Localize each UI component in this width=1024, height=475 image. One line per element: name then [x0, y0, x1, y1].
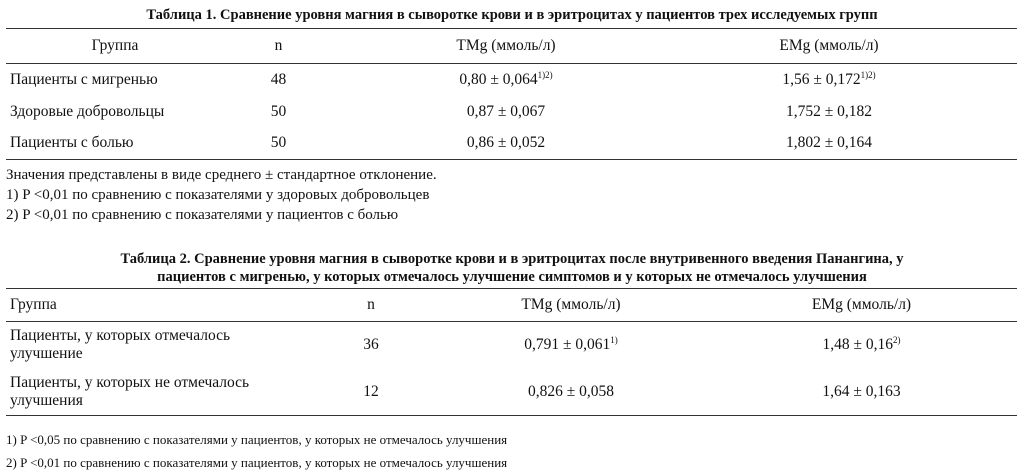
- table1-cell-emg: [641, 64, 1017, 96]
- table1: [6, 28, 1017, 160]
- table2-cell-n: 36: [363, 336, 379, 354]
- group-line: Пациенты, у которых отмечалось: [10, 327, 231, 345]
- table2: [6, 288, 1017, 416]
- group-line: улучшение: [10, 345, 83, 363]
- emg-value: 1,48 ± 0,16: [822, 336, 893, 354]
- tmg-value: 0,791 ± 0,061: [524, 336, 611, 354]
- table2-cell-tmg: [436, 322, 706, 369]
- table2-title-line: пациентов с мигренью, у которых отмечалось улучшение симптомов и у которых не отмечалось улучшения: [157, 269, 867, 285]
- table1-cell-n: 48: [270, 70, 287, 88]
- table2-cell-group: [6, 322, 306, 369]
- group-line: улучшения: [10, 391, 83, 409]
- footnote-marker: 1)2): [860, 69, 876, 80]
- table2-header-emg: EMg (ммоль/л): [706, 289, 1017, 322]
- table2-cell-emg: [706, 369, 1017, 416]
- table1-cell-group: Пациенты с мигренью: [10, 70, 158, 88]
- table2-note: 2) P <0,01 по сравнению с показателями у пациентов, у которых не отмечалось улучшения: [6, 455, 508, 470]
- group-line: Пациенты, у которых не отмечалось: [10, 373, 250, 391]
- table1-cell-tmg: [371, 64, 641, 96]
- table2-header-n: n: [306, 289, 436, 322]
- table2-cell-emg: [706, 322, 1017, 369]
- table2-note: 1) P <0,05 по сравнению с показателями у пациентов, у которых не отмечалось улучшения: [6, 432, 508, 447]
- table1-note: 2) P <0,01 по сравнению с показателями у пациентов с болью: [6, 207, 399, 223]
- table1-header-group: Группа: [6, 29, 186, 64]
- footnote-marker: 2): [893, 335, 901, 346]
- table2-cell-group: [6, 369, 306, 416]
- table2-header-row: [6, 289, 1017, 322]
- emg-value: 1,802 ± 0,164: [785, 134, 872, 152]
- table2-title-line: Таблица 2. Сравнение уровня магния в сыворотке крови и в эритроцитах после внутривенного введения Панангина, у: [120, 251, 904, 267]
- table1-cell-emg: [641, 96, 1017, 128]
- table2-cell-n: 12: [306, 369, 436, 416]
- table1-notes: [6, 165, 437, 225]
- footnote-marker: 1)2): [537, 69, 553, 80]
- tmg-value: 0,80 ± 0,064: [459, 70, 538, 88]
- table2-title: [0, 250, 1024, 286]
- table-row: [6, 369, 1017, 416]
- table1-cell-n: 50: [270, 102, 287, 120]
- table1-cell-tmg: [371, 128, 641, 160]
- table2-header-tmg: TMg (ммоль/л): [436, 289, 706, 322]
- table2-notes: [6, 428, 507, 474]
- tmg-value: 0,87 ± 0,067: [466, 102, 546, 120]
- table-row: [6, 96, 1017, 128]
- table1-note: 1) P <0,01 по сравнению с показателями у здоровых добровольцев: [6, 187, 430, 203]
- table1-header-emg: EMg (ммоль/л): [641, 29, 1017, 64]
- tmg-value: 0,826 ± 0,058: [527, 382, 614, 400]
- table1-header-row: [6, 29, 1017, 64]
- table-row: [6, 322, 1017, 369]
- footnote-marker: 1): [610, 335, 618, 346]
- table1-cell-group: Пациенты с болью: [6, 128, 186, 160]
- emg-value: 1,64 ± 0,163: [822, 382, 901, 400]
- table1-cell-tmg: [371, 96, 641, 128]
- table1-cell-emg: [641, 128, 1017, 160]
- tmg-value: 0,86 ± 0,052: [466, 134, 546, 152]
- emg-value: 1,56 ± 0,172: [782, 70, 861, 88]
- table1-cell-group: Здоровые добровольцы: [10, 102, 165, 120]
- table-row: [6, 64, 1017, 96]
- table2-header-group: Группа: [6, 289, 306, 322]
- table-row: [6, 128, 1017, 160]
- emg-value: 1,752 ± 0,182: [785, 102, 872, 120]
- table1-cell-n: 50: [186, 128, 371, 160]
- table2-cell-tmg: [436, 369, 706, 416]
- table1-header-n: n: [186, 29, 371, 64]
- table1-title: Таблица 1. Сравнение уровня магния в сыворотке крови и в эритроцитах у пациентов трех исследуемых групп: [146, 7, 878, 23]
- table1-note: Значения представлены в виде среднего ± стандартное отклонение.: [6, 167, 437, 183]
- table1-header-tmg: TMg (ммоль/л): [371, 29, 641, 64]
